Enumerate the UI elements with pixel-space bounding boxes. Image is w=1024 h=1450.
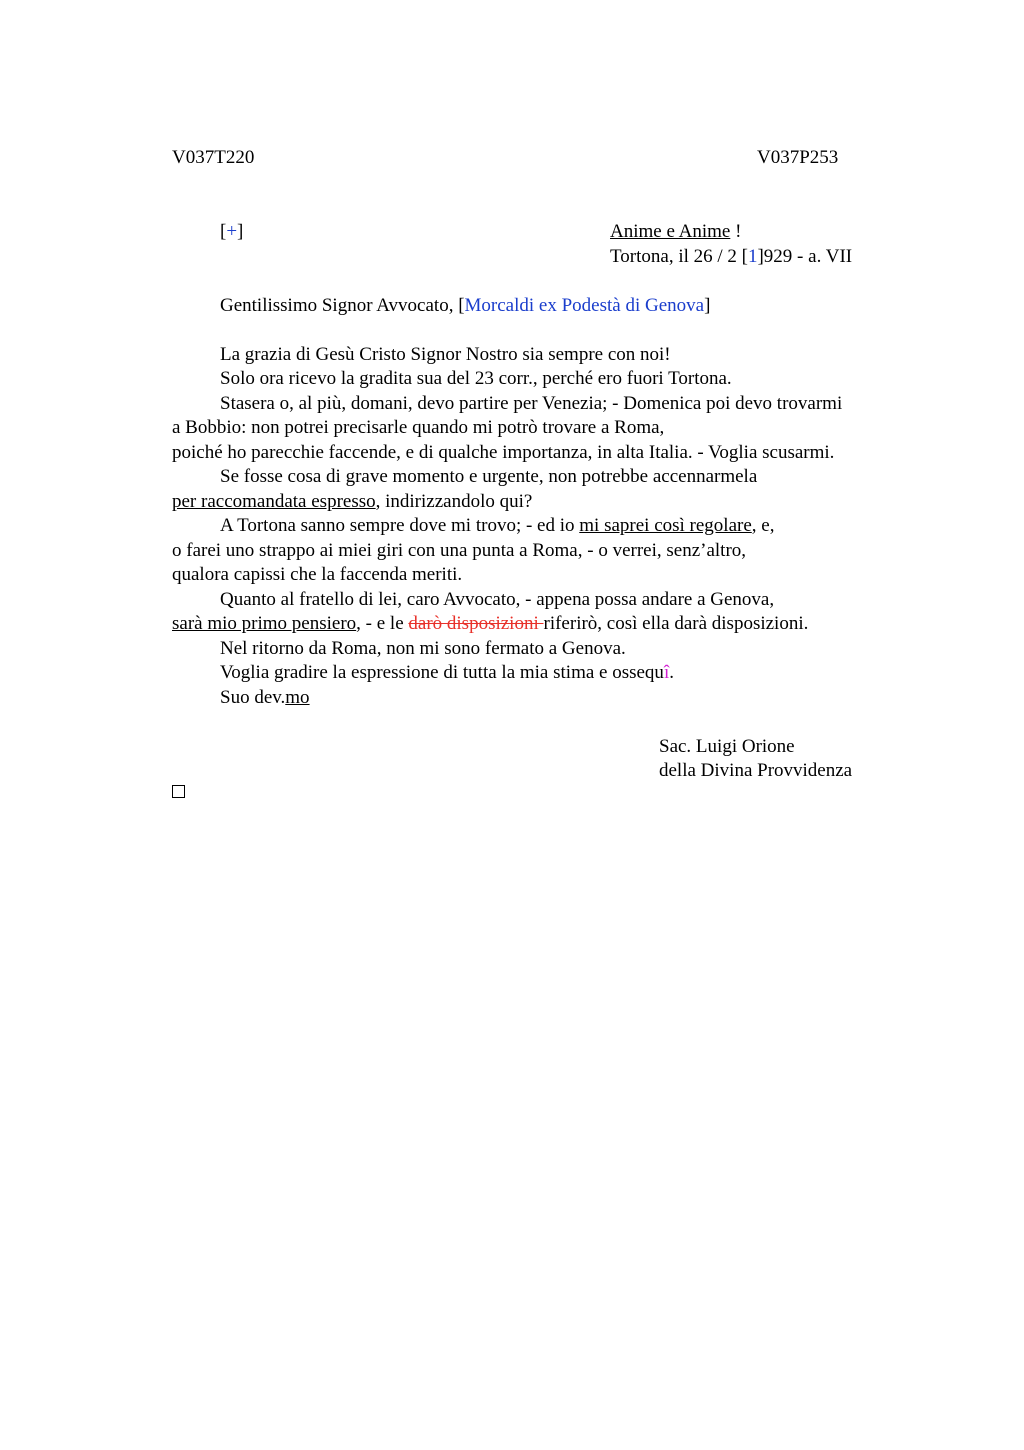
body-line-3: Stasera o, al più, domani, devo partire per Venezia; - Domenica poi devo trovarmi — [220, 393, 843, 414]
body-line-2: Solo ora ricevo la gradita sua del 23 corr., perché ero fuori Tortona. — [220, 368, 732, 389]
motto: Anime e Anime — [610, 221, 731, 242]
date-prefix: Tortona, il 26 / 2 [ — [610, 246, 748, 267]
body-line-7 — [172, 490, 532, 515]
signature-line-1: Sac. Luigi Orione — [659, 736, 795, 757]
document-code-right: V037P253 — [757, 147, 839, 168]
date-line — [610, 245, 852, 270]
closing-suffix: mo — [285, 687, 310, 708]
body-line-14 — [220, 661, 674, 686]
body-line-14-b: . — [669, 662, 674, 683]
document-code-left: V037T220 — [172, 147, 255, 168]
salutation-close: ] — [704, 295, 711, 316]
correction-mark: î — [663, 662, 670, 683]
salutation-note: Morcaldi ex Podestà di Genova — [464, 295, 705, 316]
signature-line-2: della Divina Provvidenza — [659, 760, 853, 781]
square-icon — [172, 785, 185, 798]
motto-suffix: ! — [730, 221, 742, 242]
cross-close: ] — [237, 221, 244, 242]
body-line-8 — [220, 514, 774, 539]
date-insert: 1 — [747, 246, 758, 267]
body-line-6: Se fosse cosa di grave momento e urgente, non potrebbe accennarmela — [220, 466, 758, 487]
closing-line — [220, 686, 310, 711]
body-line-8-b: , e, — [751, 515, 775, 536]
body-line-13: Nel ritorno da Roma, non mi sono fermato a Genova. — [220, 638, 626, 659]
underlined-phrase: per raccomandata espresso — [172, 491, 376, 512]
body-line-8-a: A Tortona sanno sempre dove mi trovo; - ed io — [220, 515, 580, 536]
cross-marker — [220, 220, 243, 245]
struck-text: darò disposizioni — [408, 613, 544, 634]
cross-open: [ — [220, 221, 227, 242]
body-line-12-b: riferirò, così ella darà disposizioni. — [543, 613, 809, 634]
motto-line — [610, 220, 741, 245]
closing-text: Suo dev. — [220, 687, 286, 708]
body-line-12-a: , - e le — [356, 613, 409, 634]
body-line-10: qualora capissi che la faccenda meriti. — [172, 564, 463, 585]
body-line-1: La grazia di Gesù Cristo Signor Nostro sia sempre con noi! — [220, 344, 671, 365]
body-line-7-rest: , indirizzandolo qui? — [375, 491, 533, 512]
salutation — [220, 294, 710, 319]
body-line-14-a: Voglia gradire la espressione di tutta la mia stima e ossequ — [220, 662, 664, 683]
salutation-text: Gentilissimo Signor Avvocato, [ — [220, 295, 465, 316]
body-line-4: a Bobbio: non potrei precisarle quando mi potrò trovare a Roma, — [172, 417, 665, 438]
cross-icon: + — [226, 221, 238, 242]
body-line-9: o farei uno strappo ai miei giri con una punta a Roma, - o verrei, senz’altro, — [172, 540, 747, 561]
underlined-phrase: sarà mio primo pensiero — [172, 613, 357, 634]
underlined-phrase: mi saprei così regolare — [579, 515, 752, 536]
body-line-12 — [172, 612, 808, 637]
body-line-11: Quanto al fratello di lei, caro Avvocato, - appena possa andare a Genova, — [220, 589, 775, 610]
date-suffix: ]929 - a. VII — [757, 246, 853, 267]
body-line-5: poiché ho parecchie faccende, e di qualche importanza, in alta Italia. - Voglia scusarmi. — [172, 442, 835, 463]
